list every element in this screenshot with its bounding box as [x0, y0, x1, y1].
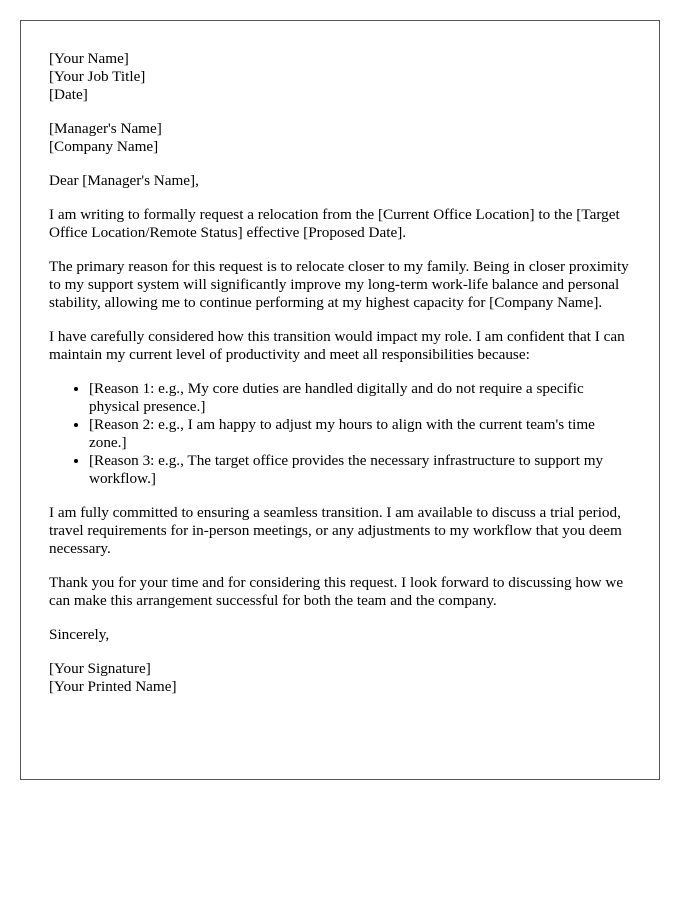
letter-page	[20, 20, 660, 780]
intro-paragraph: I am writing to formally request a relocation from the [Current Office Location] to the [Target Office Location/Remote Status] effective [Proposed Date].	[49, 206, 620, 241]
list-item: • [Reason 1: e.g., My core duties are handled digitally and do not require a specific physical presence.]	[89, 380, 631, 416]
salutation: Dear [Manager's Name],	[49, 172, 199, 189]
signature-line: [Your Signature]	[49, 660, 151, 677]
signature-block	[49, 660, 631, 696]
sender-job-title: [Your Job Title]	[49, 68, 146, 85]
impact-paragraph: I have carefully considered how this transition would impact my role. I am confident that I can maintain my current level of productivity and meet all responsibilities because:	[49, 328, 625, 363]
thanks-paragraph: Thank you for your time and for considering this request. I look forward to discussing how we can make this arrangement successful for both the team and the company.	[49, 574, 624, 609]
closing: Sincerely,	[49, 626, 110, 643]
reasons-list	[49, 380, 631, 488]
commitment-paragraph: I am fully committed to ensuring a seamless transition. I am available to discuss a trial period, travel requirements for in-person meetings, or any adjustments to my workflow that you deem necessary.	[49, 504, 622, 557]
recipient-block	[49, 120, 631, 156]
recipient-manager-name: [Manager's Name]	[49, 120, 162, 137]
letter-date: [Date]	[49, 86, 88, 103]
sender-name: [Your Name]	[49, 50, 129, 67]
sender-block	[49, 50, 631, 104]
printed-name: [Your Printed Name]	[49, 678, 177, 695]
recipient-company-name: [Company Name]	[49, 138, 159, 155]
list-item: • [Reason 2: e.g., I am happy to adjust my hours to align with the current team's time zone.]	[89, 416, 631, 452]
reason-paragraph: The primary reason for this request is to relocate closer to my family. Being in closer proximity to my support system will significantly improve my long-term work-life balance and personal stability, allowing me to continue performing at my highest capacity for [Company Name].	[49, 258, 629, 311]
list-item: • [Reason 3: e.g., The target office provides the necessary infrastructure to support my workflow.]	[89, 452, 631, 488]
